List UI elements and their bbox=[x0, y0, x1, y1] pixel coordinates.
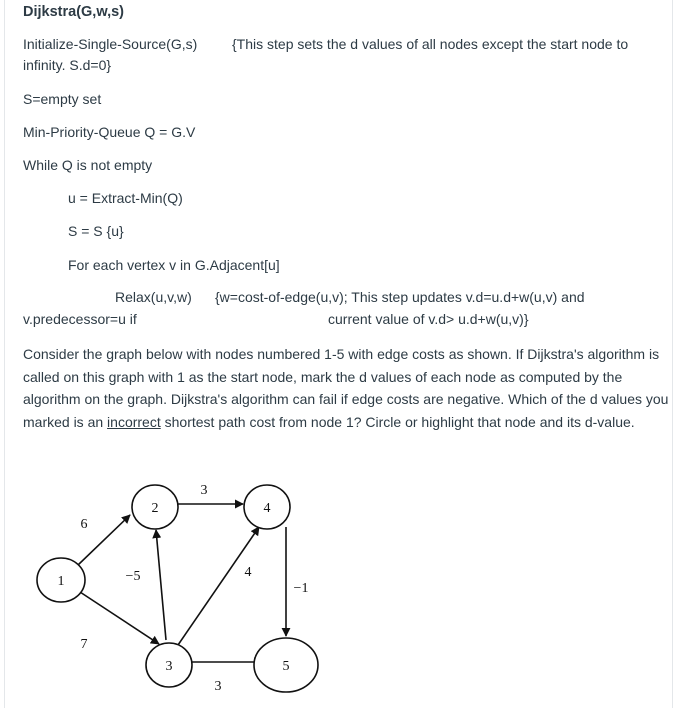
init-call: Initialize-Single-Source(G,s) bbox=[23, 36, 198, 52]
relax-call: Relax(u,v,w) bbox=[115, 289, 192, 305]
init-comment-continued: infinity. S.d=0} bbox=[23, 57, 112, 73]
priority-queue-line: Min-Priority-Queue Q = G.V bbox=[23, 124, 196, 140]
node-3-label: 3 bbox=[165, 659, 173, 674]
edge-3-4-cost: 4 bbox=[244, 565, 252, 580]
node-4 bbox=[244, 485, 290, 529]
question-text-part1: Consider the graph below with nodes numbered 1-5 with edge costs as shown. If Dijkstra's algorithm is called on this graph with 1 as the start node, mark the d values of each node as computed by the algorithm on the graph. Dijkstra's algorithm can fail if edge costs are negative. Which of the d values you marked is an bbox=[23, 346, 669, 430]
relax-condition: current value of v.d> u.d+w(u,v)} bbox=[328, 311, 529, 327]
s-empty-line: S=empty set bbox=[23, 91, 102, 107]
relax-predecessor: v.predecessor=u if bbox=[23, 311, 137, 327]
question-paragraph bbox=[23, 343, 673, 433]
edge-1-2-cost: 6 bbox=[80, 517, 88, 532]
node-1 bbox=[37, 558, 85, 602]
algorithm-title: Dijkstra(G,w,s) bbox=[23, 4, 124, 20]
edge-1-3-cost: 7 bbox=[80, 637, 88, 652]
question-emphasis: incorrect bbox=[107, 413, 161, 430]
init-comment: {This step sets the d values of all nodes except the start node to bbox=[232, 36, 629, 52]
edge-1-3 bbox=[80, 592, 159, 644]
edge-2-4-cost: 3 bbox=[200, 483, 208, 498]
node-3 bbox=[146, 643, 192, 687]
question-text-part2: shortest path cost from node 1? Circle or highlight that node and its d-value. bbox=[160, 413, 635, 430]
edge-3-2 bbox=[156, 530, 166, 640]
set-union-line: S = S {u} bbox=[68, 223, 124, 239]
edge-3-4 bbox=[178, 527, 259, 645]
edge-3-2-cost: −5 bbox=[125, 569, 141, 584]
node-4-label: 4 bbox=[263, 501, 271, 516]
while-line: While Q is not empty bbox=[23, 157, 153, 173]
node-1-label: 1 bbox=[57, 574, 65, 589]
node-2-label: 2 bbox=[151, 501, 159, 516]
extract-min-line: u = Extract-Min(Q) bbox=[68, 190, 183, 206]
edge-4-5-cost: −1 bbox=[293, 581, 309, 596]
node-2 bbox=[132, 485, 178, 529]
node-5-label: 5 bbox=[282, 659, 290, 674]
graph-diagram bbox=[0, 470, 340, 708]
for-each-line: For each vertex v in G.Adjacent[u] bbox=[68, 257, 280, 273]
edge-3-5-cost: 3 bbox=[214, 679, 222, 694]
relax-comment: {w=cost-of-edge(u,v); This step updates v.d=u.d+w(u,v) and bbox=[215, 289, 585, 305]
node-5 bbox=[254, 638, 318, 692]
